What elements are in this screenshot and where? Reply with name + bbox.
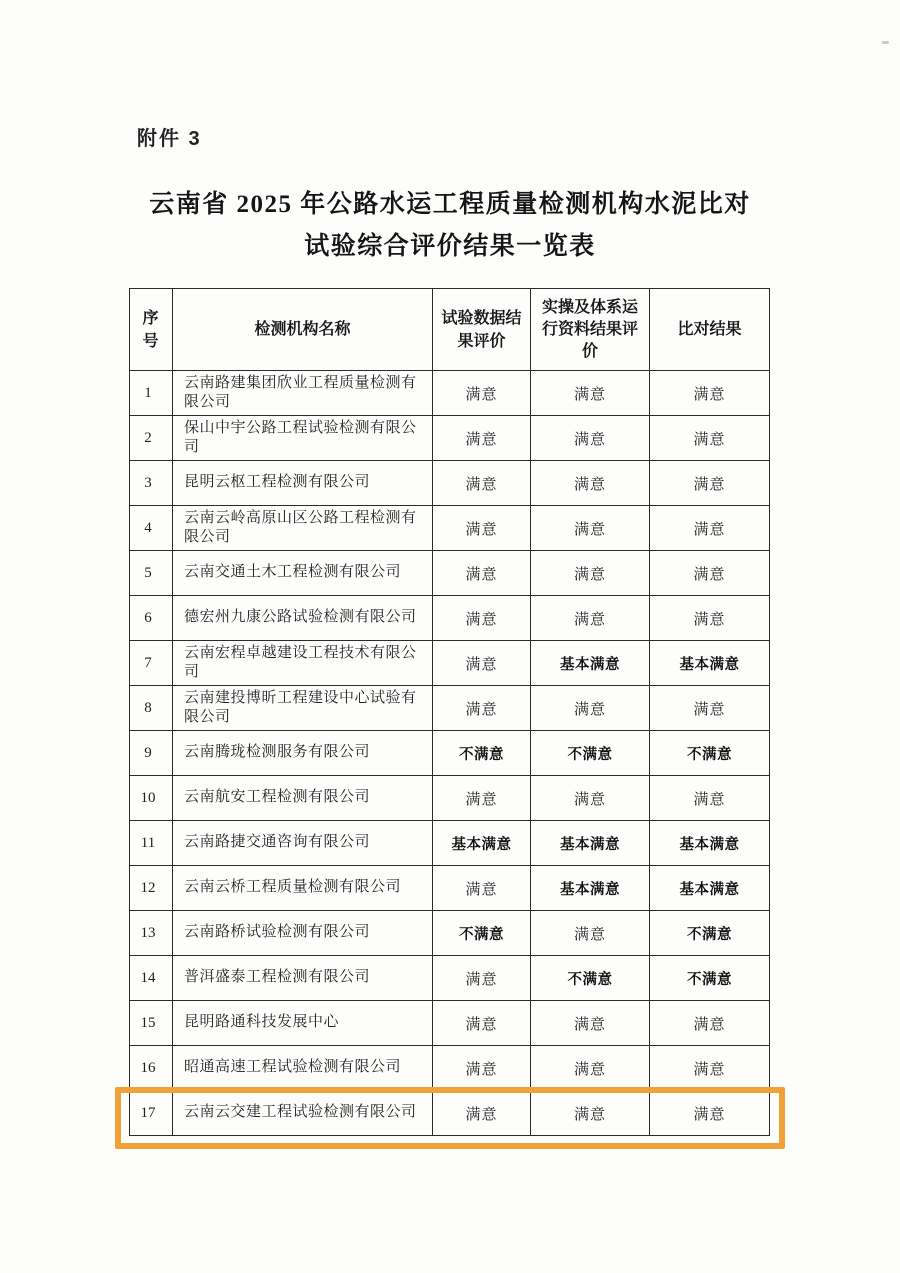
row-number-cell: 13 <box>130 911 173 956</box>
comparison-result-cell: 满意 <box>650 416 770 461</box>
header-test-data-result: 试验数据结果评价 <box>433 289 531 371</box>
table-row <box>130 371 770 416</box>
document-title <box>0 184 900 268</box>
row-number-cell: 12 <box>130 866 173 911</box>
institution-name-cell: 昆明路通科技发展中心 <box>173 1001 433 1046</box>
table-row <box>130 1091 770 1136</box>
practical-result-cell: 满意 <box>531 686 650 731</box>
institution-name-cell: 昆明云枢工程检测有限公司 <box>173 461 433 506</box>
comparison-result-cell: 满意 <box>650 776 770 821</box>
comparison-result-cell: 满意 <box>650 1046 770 1091</box>
table-row <box>130 416 770 461</box>
comparison-result-cell: 满意 <box>650 461 770 506</box>
row-number-cell: 8 <box>130 686 173 731</box>
test-data-result-cell: 满意 <box>433 461 531 506</box>
institution-name-cell: 普洱盛泰工程检测有限公司 <box>173 956 433 1001</box>
row-number-cell: 16 <box>130 1046 173 1091</box>
row-number-cell: 2 <box>130 416 173 461</box>
header-serial-number: 序号 <box>130 289 173 371</box>
institution-name-cell: 云南交通土木工程检测有限公司 <box>173 551 433 596</box>
institution-name-cell: 云南云桥工程质量检测有限公司 <box>173 866 433 911</box>
test-data-result-cell: 满意 <box>433 506 531 551</box>
table-row <box>130 461 770 506</box>
institution-name-cell: 云南建投博昕工程建设中心试验有限公司 <box>173 686 433 731</box>
row-number-cell: 11 <box>130 821 173 866</box>
table-row <box>130 641 770 686</box>
institution-name-cell: 云南腾珑检测服务有限公司 <box>173 731 433 776</box>
institution-name-cell: 保山中宇公路工程试验检测有限公司 <box>173 416 433 461</box>
row-number-cell: 4 <box>130 506 173 551</box>
practical-result-cell: 基本满意 <box>531 641 650 686</box>
comparison-result-cell: 不满意 <box>650 911 770 956</box>
test-data-result-cell: 满意 <box>433 956 531 1001</box>
practical-result-cell: 满意 <box>531 596 650 641</box>
results-table-header <box>130 289 770 371</box>
institution-name-cell: 昭通高速工程试验检测有限公司 <box>173 1046 433 1091</box>
document-title-line1: 云南省 2025 年公路水运工程质量检测机构水泥比对 <box>149 191 751 218</box>
row-number-cell: 9 <box>130 731 173 776</box>
comparison-result-cell: 满意 <box>650 506 770 551</box>
table-row <box>130 956 770 1001</box>
row-number-cell: 17 <box>130 1091 173 1136</box>
test-data-result-cell: 满意 <box>433 776 531 821</box>
scan-artifact-speck <box>882 41 889 44</box>
comparison-result-cell: 满意 <box>650 551 770 596</box>
practical-result-cell: 满意 <box>531 1046 650 1091</box>
table-row <box>130 686 770 731</box>
institution-name-cell: 云南路桥试验检测有限公司 <box>173 911 433 956</box>
comparison-result-cell: 不满意 <box>650 956 770 1001</box>
test-data-result-cell: 满意 <box>433 1046 531 1091</box>
test-data-result-cell: 满意 <box>433 1091 531 1136</box>
test-data-result-cell: 满意 <box>433 866 531 911</box>
practical-result-cell: 满意 <box>531 416 650 461</box>
institution-name-cell: 云南航安工程检测有限公司 <box>173 776 433 821</box>
header-practical-system-result: 实操及体系运行资料结果评价 <box>531 289 650 371</box>
table-row <box>130 506 770 551</box>
table-row <box>130 1001 770 1046</box>
test-data-result-cell: 满意 <box>433 416 531 461</box>
practical-result-cell: 满意 <box>531 461 650 506</box>
test-data-result-cell: 满意 <box>433 686 531 731</box>
test-data-result-cell: 基本满意 <box>433 821 531 866</box>
attachment-label: 附件 3 <box>137 128 202 150</box>
table-row <box>130 551 770 596</box>
institution-name-cell: 云南路捷交通咨询有限公司 <box>173 821 433 866</box>
table-row <box>130 776 770 821</box>
row-number-cell: 3 <box>130 461 173 506</box>
practical-result-cell: 不满意 <box>531 956 650 1001</box>
practical-result-cell: 基本满意 <box>531 821 650 866</box>
institution-name-cell: 云南路建集团欣业工程质量检测有限公司 <box>173 371 433 416</box>
comparison-result-cell: 满意 <box>650 371 770 416</box>
document-title-line2: 试验综合评价结果一览表 <box>304 233 596 260</box>
row-number-cell: 15 <box>130 1001 173 1046</box>
institution-name-cell: 云南宏程卓越建设工程技术有限公司 <box>173 641 433 686</box>
row-number-cell: 7 <box>130 641 173 686</box>
table-row <box>130 596 770 641</box>
results-table-container <box>129 288 770 1136</box>
practical-result-cell: 满意 <box>531 1001 650 1046</box>
practical-result-cell: 满意 <box>531 911 650 956</box>
comparison-result-cell: 满意 <box>650 1091 770 1136</box>
test-data-result-cell: 不满意 <box>433 731 531 776</box>
table-row <box>130 911 770 956</box>
test-data-result-cell: 满意 <box>433 641 531 686</box>
row-number-cell: 6 <box>130 596 173 641</box>
comparison-result-cell: 满意 <box>650 1001 770 1046</box>
header-row <box>130 289 770 371</box>
practical-result-cell: 满意 <box>531 776 650 821</box>
practical-result-cell: 不满意 <box>531 731 650 776</box>
header-institution-name: 检测机构名称 <box>173 289 433 371</box>
comparison-result-cell: 不满意 <box>650 731 770 776</box>
institution-name-cell: 德宏州九康公路试验检测有限公司 <box>173 596 433 641</box>
table-row <box>130 821 770 866</box>
practical-result-cell: 满意 <box>531 371 650 416</box>
institution-name-cell: 云南云交建工程试验检测有限公司 <box>173 1091 433 1136</box>
test-data-result-cell: 满意 <box>433 1001 531 1046</box>
practical-result-cell: 满意 <box>531 551 650 596</box>
row-number-cell: 14 <box>130 956 173 1001</box>
results-table-body <box>130 371 770 1136</box>
table-row <box>130 866 770 911</box>
practical-result-cell: 基本满意 <box>531 866 650 911</box>
comparison-result-cell: 满意 <box>650 596 770 641</box>
practical-result-cell: 满意 <box>531 1091 650 1136</box>
comparison-result-cell: 基本满意 <box>650 866 770 911</box>
test-data-result-cell: 满意 <box>433 596 531 641</box>
test-data-result-cell: 满意 <box>433 371 531 416</box>
practical-result-cell: 满意 <box>531 506 650 551</box>
test-data-result-cell: 不满意 <box>433 911 531 956</box>
row-number-cell: 10 <box>130 776 173 821</box>
table-row <box>130 731 770 776</box>
row-number-cell: 1 <box>130 371 173 416</box>
results-table <box>129 288 770 1136</box>
header-comparison-result: 比对结果 <box>650 289 770 371</box>
test-data-result-cell: 满意 <box>433 551 531 596</box>
institution-name-cell: 云南云岭高原山区公路工程检测有限公司 <box>173 506 433 551</box>
row-number-cell: 5 <box>130 551 173 596</box>
table-row <box>130 1046 770 1091</box>
comparison-result-cell: 满意 <box>650 686 770 731</box>
comparison-result-cell: 基本满意 <box>650 821 770 866</box>
comparison-result-cell: 基本满意 <box>650 641 770 686</box>
